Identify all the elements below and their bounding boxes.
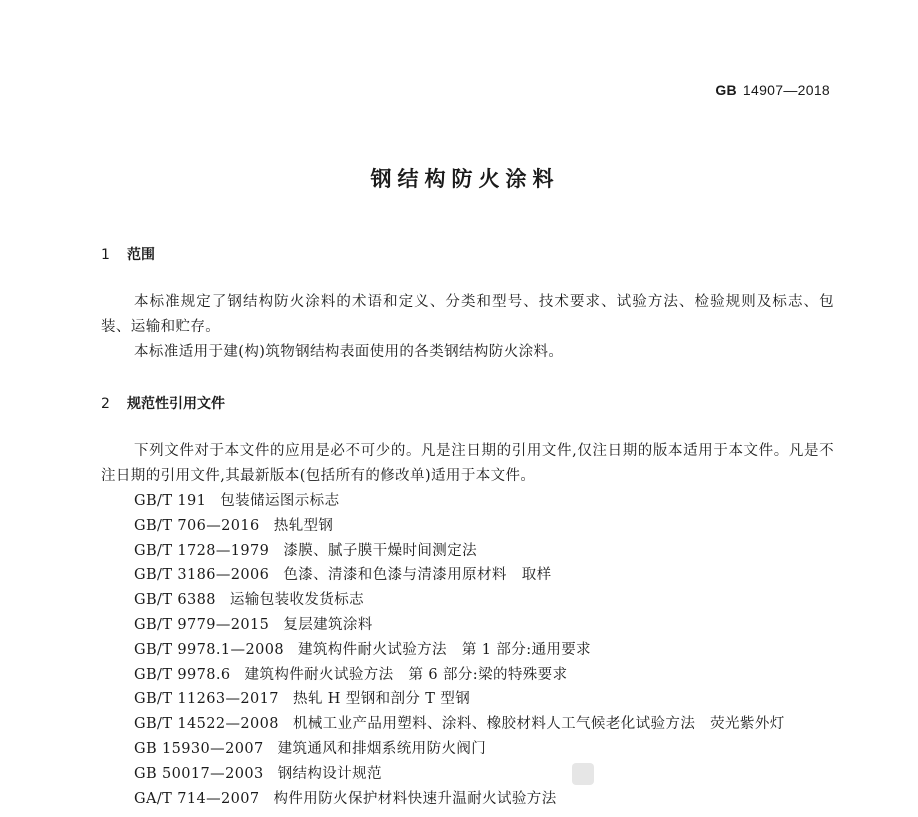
reference-title: 热轧型钢 [273,517,334,534]
reference-title: 复层建筑涂料 [283,616,373,633]
section-2-paragraph-1: 下列文件对于本文件的应用是必不可少的。凡是注日期的引用文件,仅注日期的版本适用于本文件。凡是不注日期的引用文件,其最新版本(包括所有的修改单)适用于本文件。 [101,443,834,484]
section-1-heading [101,244,155,264]
reference-code: GB/T 706—2016 [134,517,260,534]
scan-artifact [572,763,594,785]
section-number: 1 [101,247,110,263]
section-1-paragraph-2: 本标准适用于建(构)筑物钢结构表面使用的各类钢结构防火涂料。 [134,344,564,360]
reference-title: 建筑构件耐火试验方法 第 1 部分:通用要求 [297,641,592,658]
reference-code: GB 50017—2003 [134,765,264,782]
reference-item [134,712,785,737]
reference-item [134,687,785,712]
reference-item [134,539,785,564]
reference-item [134,588,785,613]
reference-item [134,638,785,663]
reference-item [134,489,785,514]
reference-item [134,663,785,688]
reference-code: GB/T 191 [134,493,207,509]
reference-title: 运输包装收发货标志 [229,592,365,609]
standard-number-value: 14907—2018 [742,82,830,98]
reference-item [134,787,785,812]
standard-prefix: GB [715,82,737,98]
reference-title: 钢结构设计规范 [277,765,382,782]
reference-item [134,737,785,762]
reference-list [134,489,785,811]
section-number: 2 [101,396,110,412]
standard-number [715,82,830,98]
document-title: 钢结构防火涂料 [370,167,560,191]
reference-code: GB/T 6388 [134,592,216,609]
reference-title: 构件用防火保护材料快速升温耐火试验方法 [273,790,557,807]
reference-title: 色漆、清漆和色漆与清漆用原材料 取样 [283,567,552,584]
reference-code: GB/T 1728—1979 [134,542,270,559]
reference-code: GA/T 714—2007 [134,790,260,807]
reference-code: GB/T 9779—2015 [134,616,270,633]
reference-item [134,613,785,638]
section-1-paragraph-1: 本标准规定了钢结构防火涂料的术语和定义、分类和型号、技术要求、试验方法、检验规则及标志、包装、运输和贮存。 [101,294,834,335]
reference-code: GB/T 9978.1—2008 [134,641,284,658]
reference-title: 包装储运图示标志 [220,493,340,509]
section-title: 范围 [127,247,155,263]
reference-title: 热轧 H 型钢和剖分 T 型钢 [292,691,471,708]
reference-code: GB/T 3186—2006 [134,567,270,584]
reference-code: GB 15930—2007 [134,740,264,757]
reference-title: 建筑构件耐火试验方法 第 6 部分:梁的特殊要求 [244,666,568,683]
reference-code: GB/T 9978.6 [134,666,231,683]
reference-item [134,514,785,539]
reference-code: GB/T 14522—2008 [134,716,279,733]
reference-item [134,762,785,787]
reference-title: 建筑通风和排烟系统用防火阀门 [277,740,487,757]
reference-title: 漆膜、腻子膜干燥时间测定法 [283,542,478,559]
reference-code: GB/T 11263—2017 [134,691,279,708]
section-title: 规范性引用文件 [127,396,225,412]
reference-item [134,563,785,588]
reference-title: 机械工业产品用塑料、涂料、橡胶材料人工气候老化试验方法 荧光紫外灯 [292,716,785,733]
section-2-heading [101,393,225,413]
